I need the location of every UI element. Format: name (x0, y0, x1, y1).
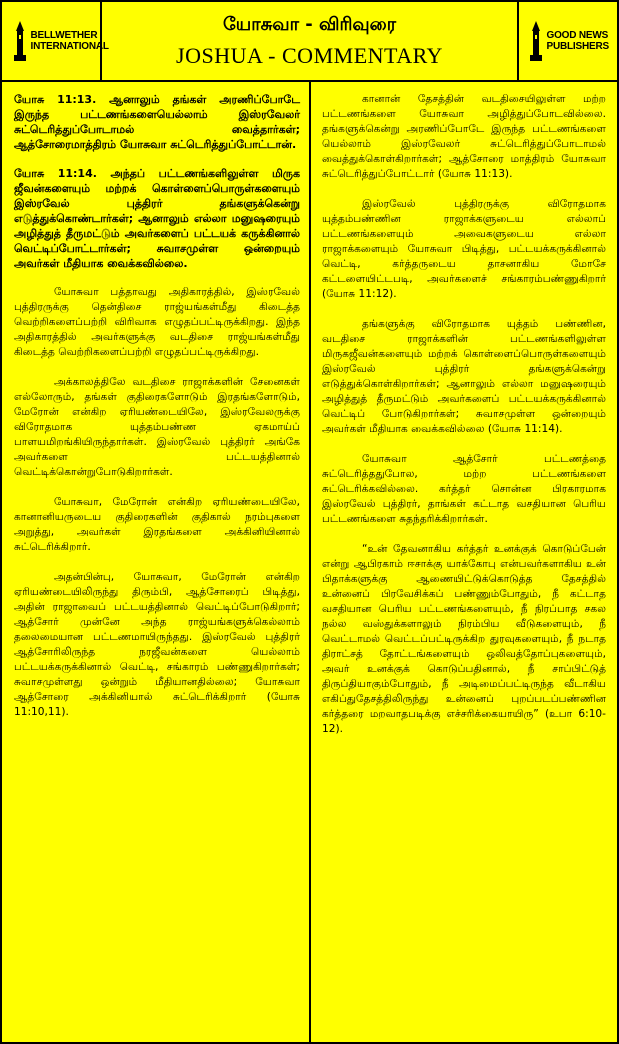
commentary-paragraph: அதன்பின்பு, யோசுவா, மேரோன் என்கிற ஏரியண்டையிலிருந்து திரும்பி, ஆத்சோரைப் பிடித்து, அதின் ராஜாவைப் பட்டயத்தினால் வெட்டிப்போடுகிறார்; ஆத்சோர் முன்னே அந்த ராஜ்யங்களுக்கெல்லாம் தலைமையான பட்டணமாயிருந்தது. இஸ்ரவேல் புத்திரர் ஆத்சோரிலிருந்த நரஜீவன்களை யெல்லாம் பட்டயக்கருக்கினால் வெட்டி, சங்காரம் பண்ணுகிறார்கள்; சுவாசமுள்ளது ஒன்றும் மீதியானதில்லை; யோசுவா ஆத்சோரை அக்கினியால் சுட்டெரிக்கிறார் (யோசு 11:10,11). (14, 571, 300, 718)
bellwether-logo (2, 2, 109, 80)
commentary-paragraph: கானான் தேசத்தின் வடதிசையிலுள்ள மற்ற பட்டணங்களை யோசுவா அழித்துப்போடவில்லை. தங்களுக்கென்று அரணிப்போடே இருந்த பட்டணங்களை யெல்லாம் இஸ்ரவேலர் சுட்டெரித்துப்போடாமல் வைத்துக்கொள்கிறார்கள்; ஆத்சோரை மாத்திரம் யோசுவா சுட்டெரித்துப்போட்டார் (யோசு 11:13). (322, 93, 606, 180)
bell-tower-icon (528, 21, 544, 61)
page-header (2, 2, 617, 82)
commentary-paragraph: அக்காலத்திலே வடதிசை ராஜாக்களின் சேனைகள் எல்லோரும், தங்கள் குதிரைகளோடும் இரதங்களோடும், மேரோன் என்கிற ஏரியண்டையிலே, இஸ்ரவேலருக்கு விரோதமாக யுத்தம்பண்ண ஏகமாய்ப் பாளயமிறங்கியிருந்தார்கள். இஸ்ரவேல் புத்திரர் அங்கே அவர்களை பட்டயத்தினால் வெட்டிக்கொன்றுபோடுகிறார்கள். (14, 376, 300, 478)
logo-right-text: GOOD NEWS PUBLISHERS (546, 30, 609, 52)
left-column (14, 92, 300, 735)
column-divider (309, 80, 311, 1042)
commentary-paragraph: தங்களுக்கு விரோதமாக யுத்தம் பண்ணின, வடதிசை ராஜாக்களின் பட்டணங்களிலுள்ள மிருகஜீவன்களையும் மற்றக் கொள்ளைப்பொருள்களையும் இஸ்ரவேல் புத்திரர் தங்களுக்கென்று எடுத்துக்கொள்கிறார்கள்; ஆனாலும் எல்லா மனுஷரையும் அழித்துத் தீருமட்டும் அவர்களைப் பட்டயக்கருக்கினால் வெட்டிப் போடுகிறார்கள்; சுவாசமுள்ள ஒன்றையும் அவர்கள் மீதியாக வைக்கவில்லை (யோசு 11:14). (322, 318, 606, 435)
commentary-paragraph: யோசுவா, மேரோன் என்கிற ஏரியண்டையிலே, கானானியருடைய குதிரைகளின் குதிகால் நரம்புகளை அறுத்து, அவர்கள் இரதங்களை அக்கினியினால் சுட்டெரிக்கிறார். (14, 496, 300, 553)
commentary-paragraph: யோசுவா ஆத்சோர் பட்டணத்தை சுட்டெரித்ததுபோல, மற்ற பட்டணங்களை சுட்டெரிக்கவில்லை. கர்த்தர் சொன்ன பிரகாரமாக இஸ்ரவேல் புத்திரர், தாங்கள் கட்டாத வசதியான பெரிய பட்டணங்களை சுதந்தரிக்கிறார்கள். (322, 453, 606, 525)
scripture-quote-paragraph: “உன் தேவனாகிய கர்த்தர் உனக்குக் கொடுப்பேன் என்று ஆபிரகாம் ஈசாக்கு யாக்கோபு என்பவர்களாகிய உன் பிதாக்களுக்கு ஆணையிட்டுக்கொடுத்த தேசத்தில் உன்னைப் பிரவேசிக்கப் பண்ணும்போதும், நீ கட்டாத வசதியான பெரிய பட்டணங்களையும், நீ நிரப்பாத சகல நல்ல வஸ்துக்களாலும் நிரம்பிய வீடுகளையும், நீ வெட்டாமல் வெட்டப்பட்டிருக்கிற துரவுகளையும், நீ நடாத திராட்சத் தோட்டங்களையும் ஒலிவத்தோப்புகளையும், அவர் உனக்குக் கொடுப்பதினால், நீ சாப்பிட்டுத் திருப்தியாகும்போதும், நீ அடிமைப்பட்டிருந்த வீடாகிய எகிப்துதேசத்திலிருந்து உன்னைப் புறப்படப்பண்ணின கர்த்தரை மறவாதபடிக்கு எச்சரிக்கையாயிரு” (உபா 6:10-12). (322, 543, 606, 735)
verse-block: யோசு 11:13. ஆனாலும் தங்கள் அரணிப்போடே இருந்த பட்டணங்களையெல்லாம் இஸ்ரவேலர் சுட்டெரித்துப்போடாமல் வைத்தார்கள்; ஆத்சோரைமாத்திரம் யோசுவா சுட்டெரித்துப்போட்டான். (14, 93, 300, 151)
logo-left-text: BELLWETHER INTERNATIONAL (30, 30, 109, 52)
title-block (102, 2, 517, 80)
commentary-paragraph: இஸ்ரவேல் புத்திரருக்கு விரோதமாக யுத்தம்பண்ணின ராஜாக்களுடைய எல்லாப் பட்டணங்களையும் அவைகளுடைய எல்லா ராஜாக்களையும் யோசுவா பிடித்து, பட்டயக்கருக்கினால் வெட்டி, கர்த்தருடைய தாசனாகிய மோசே கட்டளையிட்டபடி, அவர்களைச் சங்காரம்பண்ணுகிறார் (யோசு 11:12). (322, 198, 606, 300)
good-news-logo (517, 2, 617, 80)
right-column (322, 92, 606, 752)
verse-block: யோசு 11:14. அந்தப் பட்டணங்களிலுள்ள மிருக ஜீவன்களையும் மற்றக் கொள்ளைப்பொருள்களையும் இஸ்ரவேல் புத்திரர் தங்களுக்கென்று எடுத்துக்கொண்டார்கள்; ஆனாலும் எல்லா மனுஷரையும் அழித்துத் தீருமட்டும் அவர்களைப் பட்டயக் கருக்கினால் வெட்டிப்போட்டார்கள்; சுவாசமுள்ள ஒன்றையும் அவர்கள் மீதியாக வைக்கவில்லை. (14, 167, 300, 270)
page-title-tamil: யோசுவா - விரிவுரை (223, 13, 396, 35)
bell-tower-icon (12, 21, 28, 61)
page-title-english: JOSHUA - COMMENTARY (176, 42, 443, 68)
commentary-paragraph: யோசுவா பத்தாவது அதிகாரத்தில், இஸ்ரவேல் புத்திரருக்கு தென்திசை ராஜ்யங்கள்மீது கிடைத்த வெற்றிகளைப்பற்றி விரிவாக எழுதப்பட்டிருக்கிறது. இந்த அதிகாரத்தில் அவர்களுக்கு வடதிசை ராஜ்யங்கள்மீது கிடைத்த வெற்றிகளைப்பற்றி எழுதப்பட்டிருக்கிறது. (14, 286, 300, 358)
